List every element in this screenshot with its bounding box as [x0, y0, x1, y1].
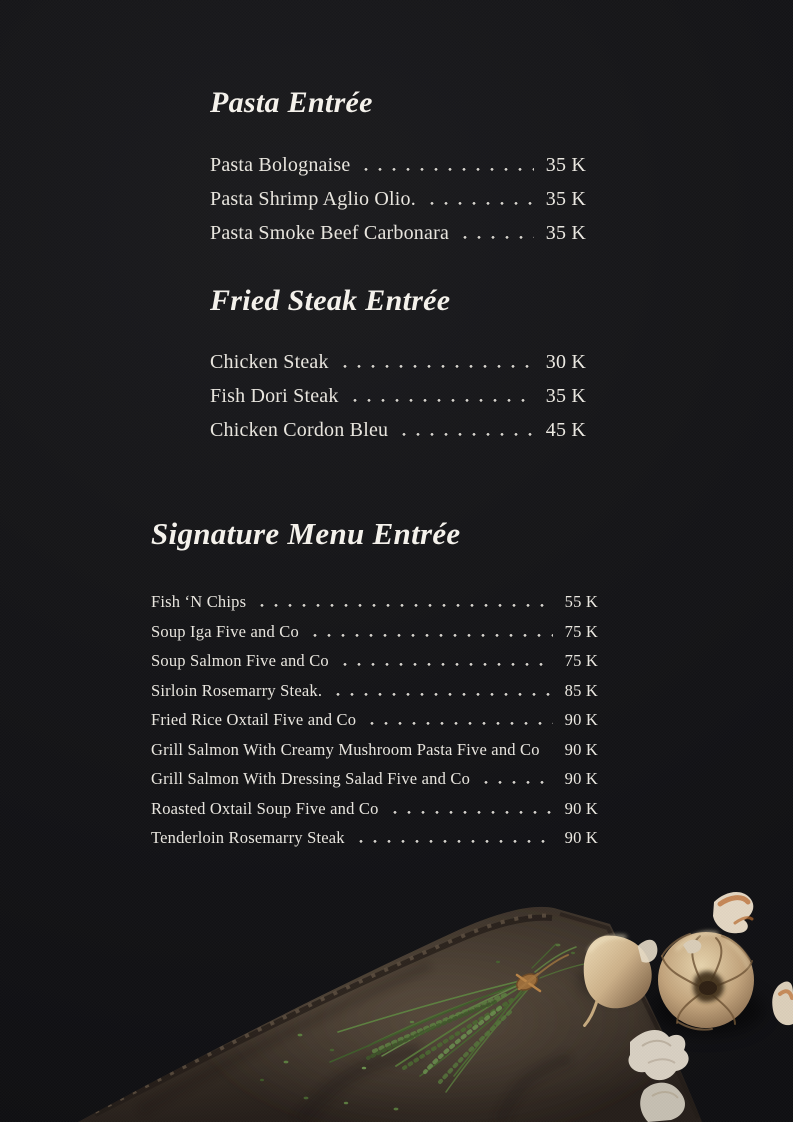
- section-fried-steak-entree: [210, 283, 586, 447]
- menu-item-row: [151, 587, 598, 617]
- menu-item-name: Chicken Steak: [210, 351, 329, 373]
- dot-leader: [354, 840, 553, 843]
- menu-item-row: [210, 345, 586, 379]
- menu-item-row: [151, 617, 598, 647]
- dot-leader: [365, 722, 553, 725]
- food-photo: [0, 860, 793, 1122]
- menu-item-row: [210, 148, 586, 182]
- menu-item-name: Grill Salmon With Creamy Mushroom Pasta Five and Co: [151, 739, 540, 759]
- menu-item-row: [210, 379, 586, 413]
- section-title: Signature Menu Entrée: [151, 516, 461, 551]
- menu-item-row: [210, 182, 586, 216]
- menu-item-name: Tenderloin Rosemarry Steak: [151, 828, 345, 847]
- dot-leader: [359, 168, 533, 171]
- menu-item-name: Pasta Smoke Beef Carbonara: [210, 222, 450, 244]
- menu-item-row: [151, 794, 598, 824]
- menu-item-row: [151, 764, 598, 794]
- dot-leader: [397, 433, 534, 436]
- menu-item-name: Pasta Shrimp Aglio Olio.: [210, 188, 416, 210]
- menu-item-row: [151, 735, 598, 765]
- menu-item-name: Sirloin Rosemarry Steak.: [151, 680, 323, 700]
- dot-leader: [255, 604, 552, 607]
- section-pasta-entree: [210, 85, 586, 250]
- cloth: [78, 900, 702, 1122]
- menu-item-name: Soup Iga Five and Co: [151, 621, 299, 641]
- dot-leader: [308, 634, 553, 637]
- menu-item-name: Grill Salmon With Dressing Salad Five and Co: [151, 769, 471, 788]
- section-items: [151, 587, 598, 853]
- menu-item-price: 90 K: [564, 710, 598, 729]
- menu-item-price: 30 K: [545, 351, 586, 373]
- dot-leader: [331, 693, 553, 696]
- menu-item-price: 55 K: [564, 592, 598, 611]
- section-title: Fried Steak Entrée: [210, 284, 451, 317]
- dot-leader: [348, 399, 534, 402]
- menu-item-price: 35 K: [545, 154, 586, 176]
- section-signature-menu-entree: [151, 515, 598, 853]
- menu-item-name: Fried Rice Oxtail Five and Co: [151, 710, 357, 729]
- menu-item-price: 75 K: [564, 651, 598, 670]
- menu-item-name: Chicken Cordon Bleu: [210, 419, 389, 441]
- menu-item-name: Soup Salmon Five and Co: [151, 651, 329, 670]
- dot-leader: [388, 811, 553, 814]
- menu-item-price: 90 K: [564, 739, 598, 759]
- menu-item-row: [210, 216, 586, 250]
- menu-item-name: Fish ‘N Chips: [151, 592, 247, 611]
- dot-leader: [479, 781, 553, 784]
- dot-leader: [338, 663, 553, 666]
- menu-item-row: [210, 413, 586, 447]
- menu-item-name: Fish Dori Steak: [210, 385, 339, 407]
- menu-item-price: 35 K: [545, 385, 586, 407]
- section-items: [210, 345, 586, 447]
- menu-item-price: 35 K: [545, 188, 586, 210]
- menu-item-row: [151, 646, 598, 676]
- dot-leader: [458, 236, 534, 239]
- menu-item-price: 90 K: [564, 798, 598, 818]
- menu-item-price: 75 K: [564, 621, 598, 641]
- menu-item-price: 85 K: [564, 680, 598, 700]
- menu-item-price: 35 K: [545, 222, 586, 244]
- dot-leader: [425, 202, 534, 205]
- menu-item-row: [151, 676, 598, 706]
- menu-item-name: Pasta Bolognaise: [210, 154, 351, 176]
- menu-item-row: [151, 823, 598, 853]
- menu-item-row: [151, 705, 598, 735]
- menu-item-price: 90 K: [564, 769, 598, 788]
- dot-leader: [338, 365, 534, 368]
- menu-item-name: Roasted Oxtail Soup Five and Co: [151, 798, 379, 818]
- section-items: [210, 148, 586, 250]
- dot-leader: [549, 752, 553, 755]
- menu-item-price: 90 K: [564, 828, 598, 847]
- section-title: Pasta Entrée: [210, 86, 373, 119]
- menu-item-price: 45 K: [545, 419, 586, 441]
